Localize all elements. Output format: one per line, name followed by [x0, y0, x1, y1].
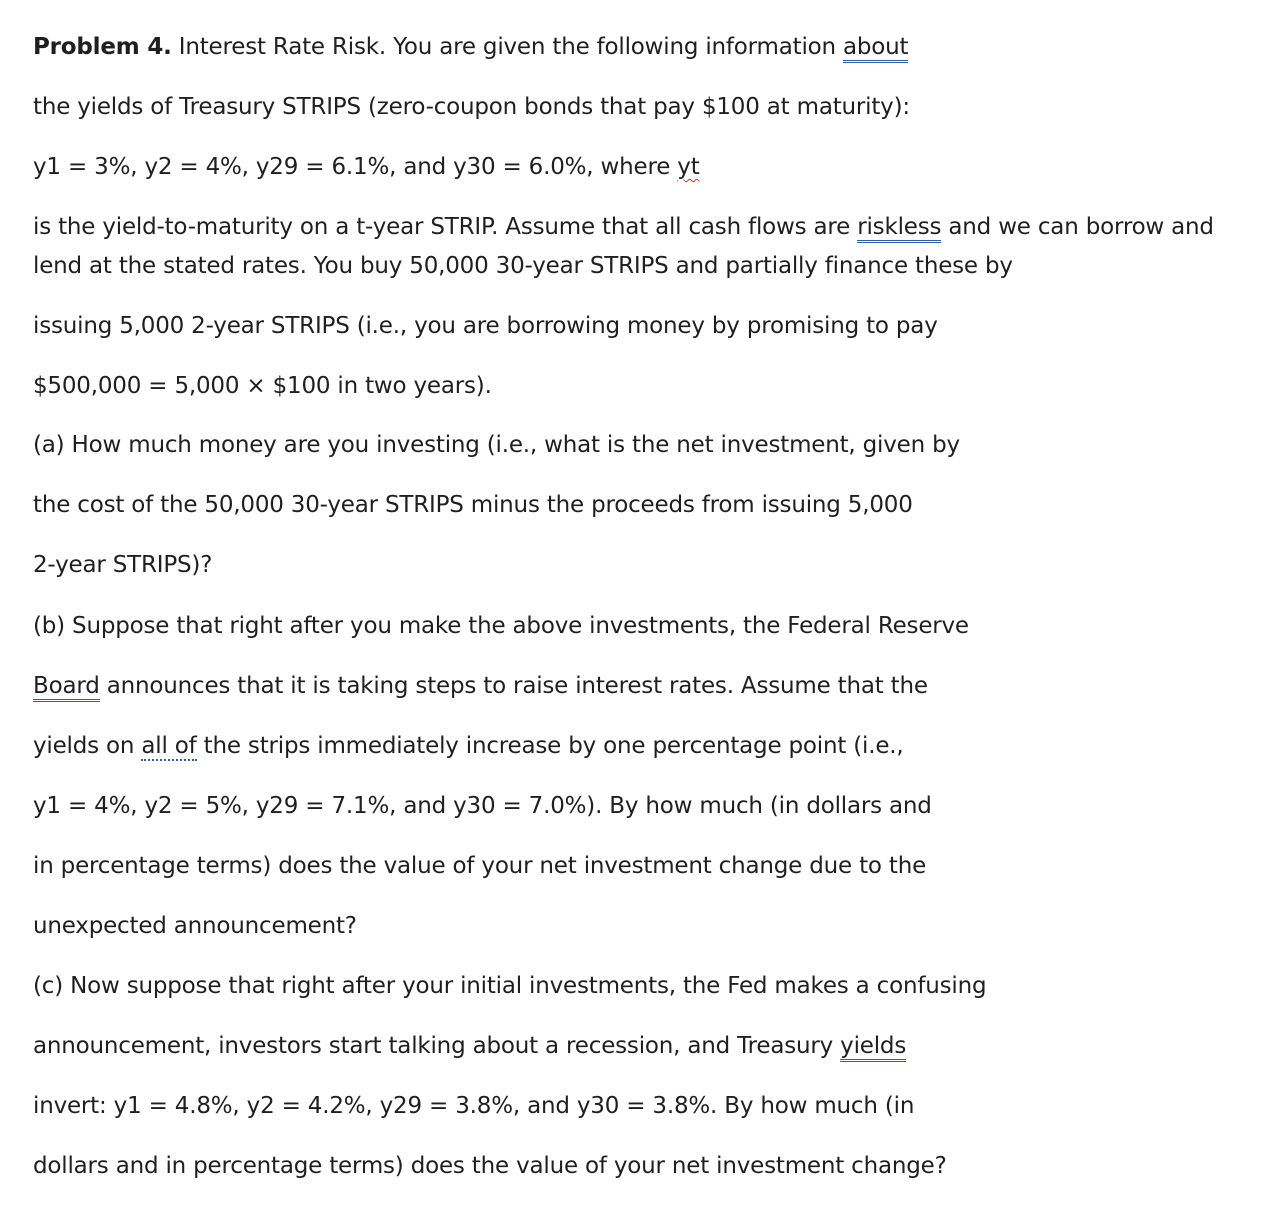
board-text: announces that it is taking steps to raise interest rates. Assume that the: [99, 673, 928, 699]
part-b-line-4: y1 = 4%, y2 = 5%, y29 = 7.1%, and y30 = 7.0%). By how much (in dollars and: [33, 793, 932, 819]
part-b-line-3: [33, 731, 904, 761]
problem-intro-line-4: [33, 212, 1214, 242]
part-c-line-2: [33, 1031, 906, 1061]
style-flag-all-of[interactable]: all of: [141, 733, 197, 759]
ytm-text-end: and we can borrow and: [941, 214, 1214, 240]
problem-intro-line-5: lend at the stated rates. You buy 50,000 30-year STRIPS and partially finance these by: [33, 253, 1013, 279]
grammar-flag-yields[interactable]: yields: [840, 1033, 906, 1062]
part-b-line-1: (b) Suppose that right after you make the above investments, the Federal Reserve: [33, 613, 969, 639]
part-a-line-3: 2-year STRIPS)?: [33, 552, 213, 578]
yields-on-text: yields on: [33, 733, 142, 759]
part-c-line-3: invert: y1 = 4.8%, y2 = 4.2%, y29 = 3.8%, and y30 = 3.8%. By how much (in: [33, 1093, 915, 1119]
part-b-line-2: [33, 671, 928, 701]
part-c-line-4: dollars and in percentage terms) does the value of your net investment change?: [33, 1153, 947, 1179]
intro-text: Interest Rate Risk. You are given the following information: [171, 34, 843, 60]
grammar-flag-board[interactable]: Board: [33, 673, 100, 702]
problem-intro-line-1: [33, 32, 908, 62]
problem-heading: Problem 4.: [33, 34, 172, 60]
problem-intro-line-6: issuing 5,000 2-year STRIPS (i.e., you are borrowing money by promising to pay: [33, 313, 938, 339]
part-a-line-2: the cost of the 50,000 30-year STRIPS minus the proceeds from issuing 5,000: [33, 492, 913, 518]
problem-intro-line-2: the yields of Treasury STRIPS (zero-coupon bonds that pay $100 at maturity):: [33, 94, 910, 120]
part-b-line-5: in percentage terms) does the value of your net investment change due to the: [33, 853, 927, 879]
yields-text: y1 = 3%, y2 = 4%, y29 = 6.1%, and y30 = 6.0%, where: [33, 154, 678, 180]
part-b-line-6: unexpected announcement?: [33, 913, 357, 939]
strips-increase-text: the strips immediately increase by one percentage point (i.e.,: [196, 733, 904, 759]
ytm-text: is the yield-to-maturity on a t-year STRIP. Assume that all cash flows are: [33, 214, 858, 240]
grammar-flag-riskless[interactable]: riskless: [857, 214, 941, 243]
problem-intro-line-3: [33, 152, 700, 182]
grammar-flag-about[interactable]: about: [843, 34, 908, 63]
spelling-flag-yt[interactable]: yt: [677, 154, 700, 180]
part-a-line-1: (a) How much money are you investing (i.e., what is the net investment, given by: [33, 432, 960, 458]
part-c-line-1: (c) Now suppose that right after your initial investments, the Fed makes a confusing: [33, 973, 987, 999]
problem-intro-line-7: $500,000 = 5,000 × $100 in two years).: [33, 373, 492, 399]
announcement-text: announcement, investors start talking about a recession, and Treasury: [33, 1033, 841, 1059]
